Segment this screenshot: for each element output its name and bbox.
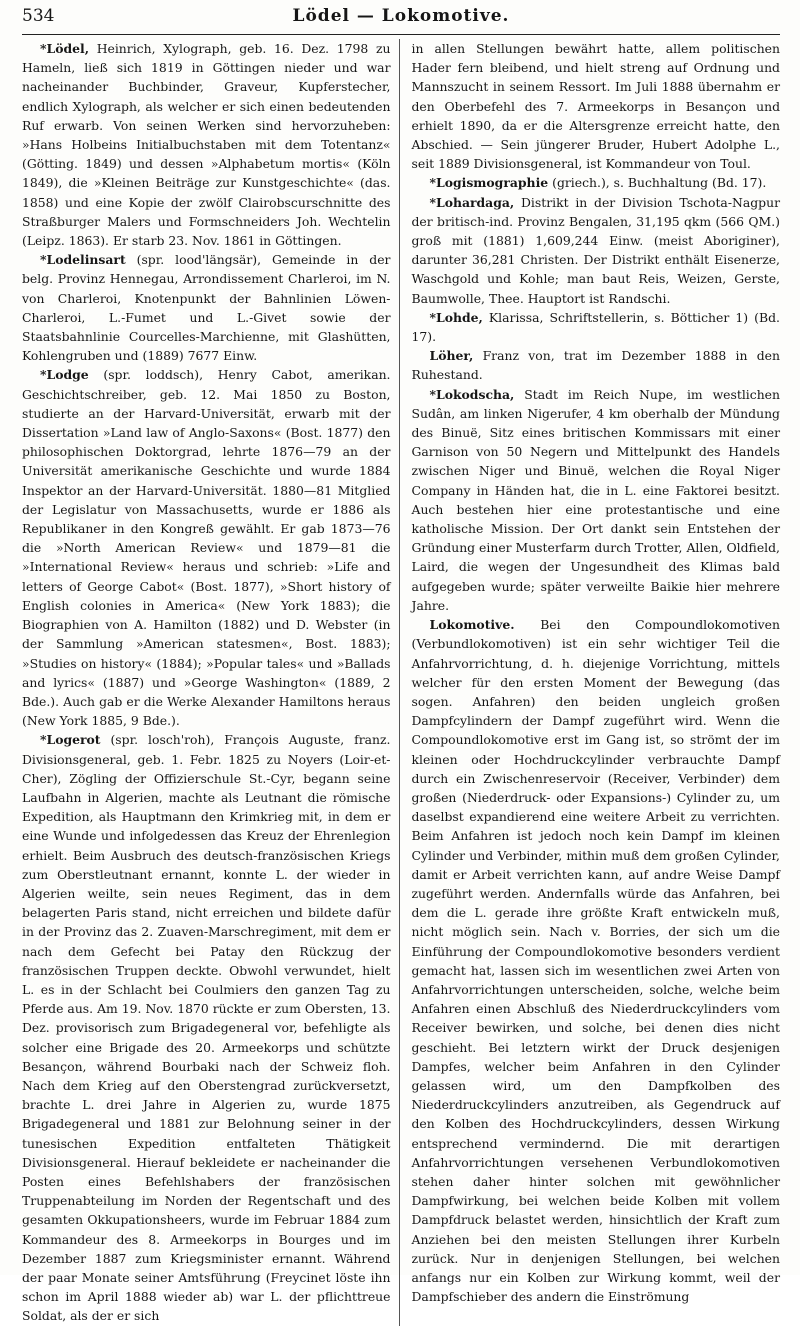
entry-text: Heinrich, Xylograph, geb. 16. Dez. 1798 zu Hameln, ließ sich 1819 in Göttingen nieder und war nacheinander Buchbinder, Graveur, Kupferstecher, endlich Xylograph, als welcher er sich einen bedeutenden Ruf erwarb. Von seinen Werken sind hervorzuheben: »Hans Holbeins Initialbuchstaben mit dem Totentanz« (Götting. 1849) und dessen »Alphabetum mortis« (Köln 1849), die »Kleinen Beiträge zur Kunstgeschichte« (das. 1858) und eine Kopie der zwölf Clairobscurschnitte des Straßburger Malers und Formschneiders Joh. Wechtelin (Leipz. 1863). Er starb 23. Nov. 1861 in Göttingen. [22, 41, 391, 249]
entry-headword: *Lokodscha, [429, 386, 515, 402]
right-column [412, 39, 781, 1326]
entry-text: (griech.), s. Buchhaltung (Bd. 17). [548, 175, 767, 191]
entry-loeher [412, 346, 781, 384]
entry-text: Stadt im Reich Nupe, im westlichen Sudân, am linken Nigerufer, 4 km oberhalb der Mündung des Binuë, Sitz eines britischen Kommissars mit einer Garnison von 50 Negern und Mittelpunkt des Handels zwischen Niger und Binuë, welchen die Royal Niger Company in Händen hat, die in L. eine Faktorei besitzt. Auch bestehen hier eine protestantische und eine katholische Mission. Der Ort dankt sein Entstehen der Gründung einer Musterfarm durch Trotter, Allen, Oldfield, Laird, die wegen der Ungesundheit des Klimas bald aufgegeben wurde; später verweilte Baikie hier mehrere Jahre. [411, 386, 780, 613]
text-columns [22, 39, 780, 1326]
entry-loedel [22, 39, 391, 250]
entry-lokodscha [412, 385, 781, 615]
entry-headword: *Lohardaga, [429, 194, 515, 210]
entry-headword: *Logismographie [429, 175, 549, 191]
entry-lodge [22, 365, 391, 730]
entry-headword: *Logerot [40, 732, 101, 748]
running-title: Lödel — Lokomotive. [292, 6, 510, 26]
entry-logerot [22, 730, 391, 1325]
entry-lodelinsart [22, 250, 391, 365]
entry-text: Distrikt in der Division Tschota-Nagpur der britisch-ind. Provinz Bengalen, 31,195 qkm (566 QM.) groß mit (1881) 1,609,244 Einw. (meist Aboriginer), darunter 36,281 Christen. Der Distrikt enthält Eisenerze, Waschgold und Kohle; man baut Reis, Weizen, Gerste, Baumwolle, Thee. Hauptort ist Randschi. [411, 194, 780, 306]
entry-continuation: in allen Stellungen bewährt hatte, allem politischen Hader fern bleibend, und hielt streng auf Ordnung und Mannszucht in seinem Ressort. Im Juli 1888 übernahm er den Oberbefehl des 7. Armeekorps in Besançon und erhielt 1890, da er die Altersgrenze erreicht hatte, den Abschied. — Sein jüngerer Bruder, Hubert Adolphe L., seit 1889 Divisionsgeneral, ist Kommandeur von Toul. [411, 41, 780, 172]
entry-lohde [412, 308, 781, 346]
entry-text: Franz von, trat im Dezember 1888 in den Ruhestand. [411, 348, 780, 383]
entry-text: (spr. losch'roh), François Auguste, franz. Divisionsgeneral, geb. 1. Febr. 1825 zu Noyers (Loir-et-Cher), Zögling der Offizierschule St.-Cyr, begann seine Laufbahn in Algerien, machte als Leutnant die römische Expedition, als Hauptmann den Krimkrieg mit, in dem er eine Wunde und infolgedessen das Kreuz der Ehrenlegion erhielt. Beim Ausbruch des deutsch-französischen Kriegs zum Oberstleutnant ernannt, konnte L. der wieder in Algerien weilte, sein neues Regiment, das in dem belagerten Paris stand, nicht erreichen und bildete dafür in der Provinz das 2. Zuaven-Marschregiment, mit dem er nach dem Gefecht bei Patay den Rückzug der französischen Truppen deckte. Obwohl verwundet, hielt L. es in der Schlacht bei Coulmiers den ganzen Tag zu Pferde aus. Am 19. Nov. 1870 rückte er zum Obersten, 13. Dez. provisorisch zum Brigadegeneral vor, befehligte als solcher eine Brigade des 20. Armeekorps und schützte Besançon, während Bourbaki nach der Schweiz floh. Nach dem Krieg auf den Oberstengrad zurückversetzt, brachte L. drei Jahre in Algerien zu, wurde 1875 Brigadegeneral und 1881 zur Belohnung seiner in der tunesischen Expedition entfalteten Thätigkeit Divisionsgeneral. Hierauf bekleidete er nacheinander die Posten eines Befehlshabers der französischen Truppenabteilung im Norden der Regentschaft und des gesamten Okkupationsheers, wurde im Februar 1884 zum Kommandeur des 8. Armeekorps in Bourges und im Dezember 1887 zum Kriegsminister ernannt. Während der paar Monate seiner Amtsführung (Freycinet löste ihn schon im April 1888 wieder ab) war L. der pflichttreue Soldat, als der er sich [22, 732, 391, 1324]
entry-logismographie [412, 173, 781, 192]
entry-text: (spr. lood'längsär), Gemeinde in der belg. Provinz Hennegau, Arrondissement Charleroi, im N. von Charleroi, Knotenpunkt der Bahnlinien Löwen-Charleroi, L.-Fumet und L.-Givet sowie der Staatsbahnlinie Courcelles-Marchienne, mit Glashütten, Kohlengruben und (1889) 7677 Einw. [22, 252, 391, 364]
entry-headword: *Lodelinsart [40, 252, 126, 268]
entry-headword: *Lodge [40, 367, 89, 383]
entry-lokomotive [412, 615, 781, 1306]
left-column [22, 39, 400, 1326]
page-header [22, 6, 780, 35]
entry-text: Bei den Compoundlokomotiven (Verbundlokomotiven) ist ein sehr wichtiger Teil die Anfahrvorrichtung, d. h. diejenige Vorrichtung, mittels welcher für den ersten Moment der Bewegung (das sogen. Anfahren) den beiden ungleich großen Dampfcylindern der Dampf zugeführt wird. Wenn die Compoundlokomotive erst im Gang ist, so strömt der im kleinen oder Hochdruckcylinder verbrauchte Dampf durch ein Zwischenreservoir (Receiver, Verbinder) dem großen (Niederdruck- oder Expansions-) Cylinder zu, um daselbst expandierend eine weitere Arbeit zu verrichten. Beim Anfahren ist jedoch noch kein Dampf im kleinen Cylinder und Verbinder, mithin muß dem großen Cylinder, damit er Arbeit verrichten kann, auf andre Weise Dampf zugeführt werden. Andernfalls würde das Anfahren, bei dem die L. gerade ihre größte Kraft entwickeln muß, nicht möglich sein. Nach v. Borries, der sich um die Einführung der Compoundlokomotive besonders verdient gemacht hat, lassen sich im wesentlichen zwei Arten von Anfahrvorrichtungen unterscheiden, solche, welche beim Anfahren einen Abschluß des Niederdruckcylinders vom Receiver bewirken, und solche, bei denen dies nicht geschieht. Bei letztern wirkt der Druck desjenigen Dampfes, welcher beim Anfahren in den Cylinder gelassen wird, um den Dampfkolben des Niederdruckcylinders anzutreiben, als Gegendruck auf den Kolben des Hochdruckcylinders, dessen Wirkung entsprechend vermindernd. Die mit derartigen Anfahrvorrichtungen versehenen Verbundlokomotiven stehen daher hinter solchen mit gewöhnlicher Dampfwirkung, bei welchen beide Kolben mit vollem Dampfdruck belastet werden, hinsichtlich der Kraft zum Anziehen bei den meisten Stellungen ihrer Kurbeln zurück. Nur in denjenigen Stellungen, bei welchen anfangs nur ein Kolben zur Wirkung kommt, weil der Dampfschieber des andern die Einströmung [411, 617, 780, 1305]
entry-headword: Lokomotive. [429, 617, 515, 633]
entry-lohardaga [412, 193, 781, 308]
entry-text: (spr. loddsch), Henry Cabot, amerikan. Geschichtschreiber, geb. 12. Mai 1850 zu Boston, studierte an der Harvard-Universität, erwarb mit der Dissertation »Land law of Anglo-Saxons« (Bost. 1877) den philosophischen Doktorgrad, lehrte 1876—79 an der Universität amerikanische Geschichte und wurde 1884 Inspektor an der Harvard-Universität. 1880—81 Mitglied der Legislatur von Massachusetts, wurde er 1886 als Republikaner in den Kongreß gewählt. Er gab 1873—76 die »North American Review« und 1879—81 die »International Review« heraus und schrieb: »Life and letters of George Cabot« (Bost. 1877), »Short history of English colonies in America« (New York 1883); die Biographien von A. Hamilton (1882) und D. Webster (in der Sammlung »American statesmen«, Bost. 1883); »Studies on history« (1884); »Popular tales« und »Ballads and lyrics« (1887) und »George Washington« (1889, 2 Bde.). Auch gab er die Werke Alexander Hamiltons heraus (New York 1885, 9 Bde.). [22, 367, 391, 729]
entry-headword: Löher, [429, 348, 474, 364]
page-number: 534 [22, 6, 55, 26]
entry-headword: *Lohde, [429, 309, 483, 325]
entry-headword: *Lödel, [40, 41, 90, 56]
entry-text: Klarissa, Schriftstellerin, s. Bötticher 1) (Bd. 17). [411, 309, 780, 345]
